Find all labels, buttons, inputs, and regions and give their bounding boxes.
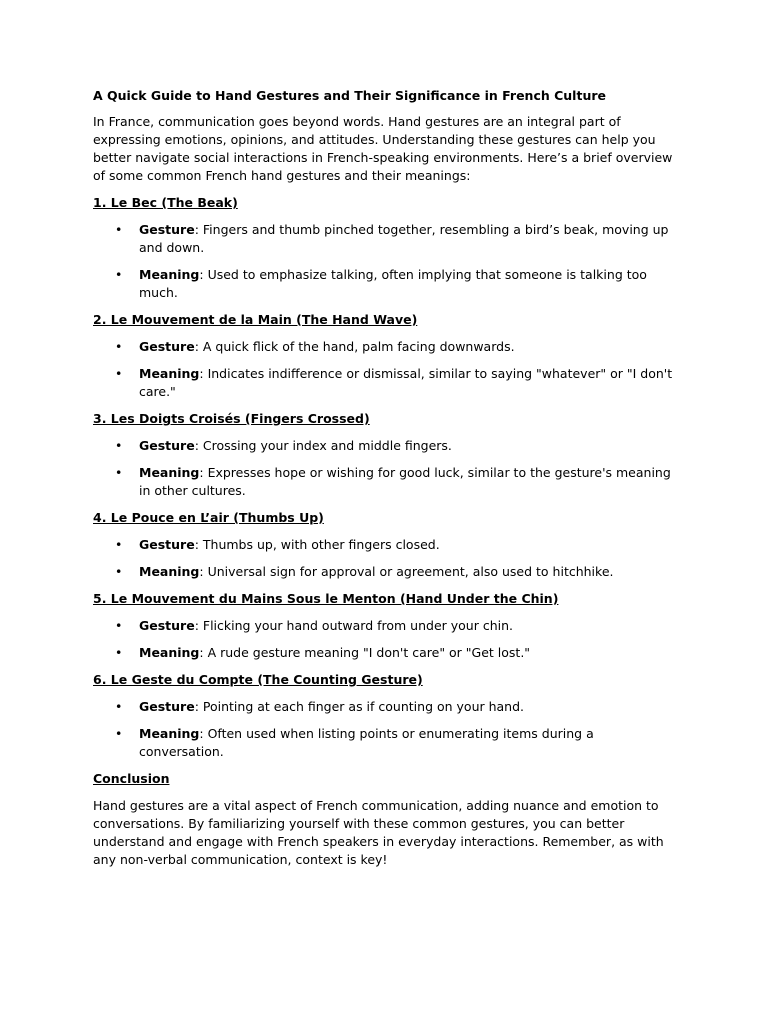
- meaning-description: : Used to emphasize talking, often implying that someone is talking too much.: [139, 267, 647, 300]
- list-item-meaning: [93, 266, 676, 302]
- bullet-icon: •: [115, 537, 123, 552]
- gesture-description: : Thumbs up, with other fingers closed.: [194, 537, 440, 552]
- list-item-gesture: [93, 698, 676, 716]
- list-item-meaning: [93, 725, 676, 761]
- meaning-term: Meaning: [139, 645, 200, 660]
- bullet-icon: •: [115, 645, 123, 660]
- bullet-icon: •: [115, 465, 123, 480]
- meaning-term: Meaning: [139, 465, 200, 480]
- list-item-meaning: [93, 644, 676, 662]
- bullet-icon: •: [115, 564, 123, 579]
- section-list-fingers-crossed: [93, 437, 676, 500]
- bullet-icon: •: [115, 726, 123, 741]
- list-item-gesture: [93, 221, 676, 257]
- gesture-description: : Fingers and thumb pinched together, resembling a bird’s beak, moving up and down.: [139, 222, 669, 255]
- gesture-description: : Crossing your index and middle fingers.: [194, 438, 452, 453]
- list-item-gesture: [93, 437, 676, 455]
- bullet-icon: •: [115, 366, 123, 381]
- conclusion-paragraph: Hand gestures are a vital aspect of French communication, adding nuance and emotion to conversations. By familiarizing yourself with these common gestures, you can better understand and engage with French speakers in everyday interactions. Remember, as with any non-verbal communication, context is key!: [93, 798, 664, 867]
- list-item-gesture: [93, 617, 676, 635]
- bullet-icon: •: [115, 438, 123, 453]
- list-item-meaning: [93, 365, 676, 401]
- meaning-term: Meaning: [139, 267, 200, 282]
- list-item-meaning: [93, 464, 676, 500]
- bullet-icon: •: [115, 618, 123, 633]
- gesture-description: : A quick flick of the hand, palm facing downwards.: [194, 339, 515, 354]
- bullet-icon: •: [115, 267, 123, 282]
- meaning-description: : A rude gesture meaning "I don't care" or "Get lost.": [199, 645, 531, 660]
- gesture-term: Gesture: [139, 339, 195, 354]
- gesture-description: : Flicking your hand outward from under your chin.: [194, 618, 514, 633]
- section-heading-fingers-crossed: 3. Les Doigts Croisés (Fingers Crossed): [93, 411, 370, 426]
- meaning-description: : Universal sign for approval or agreement, also used to hitchhike.: [199, 564, 614, 579]
- list-item-gesture: [93, 536, 676, 554]
- gesture-term: Gesture: [139, 618, 195, 633]
- document-title: A Quick Guide to Hand Gestures and Their Significance in French Culture: [93, 88, 606, 103]
- section-list-counting-gesture: [93, 698, 676, 761]
- section-heading-hand-under-chin: 5. Le Mouvement du Mains Sous le Menton (Hand Under the Chin): [93, 591, 559, 606]
- list-item-gesture: [93, 338, 676, 356]
- section-heading-le-bec: 1. Le Bec (The Beak): [93, 195, 238, 210]
- bullet-icon: •: [115, 222, 123, 237]
- section-list-thumbs-up: [93, 536, 676, 581]
- meaning-term: Meaning: [139, 564, 200, 579]
- conclusion-heading: Conclusion: [93, 771, 170, 786]
- meaning-description: : Often used when listing points or enumerating items during a conversation.: [139, 726, 594, 759]
- section-heading-counting-gesture: 6. Le Geste du Compte (The Counting Gesture): [93, 672, 423, 687]
- list-item-meaning: [93, 563, 676, 581]
- meaning-description: : Indicates indifference or dismissal, similar to saying "whatever" or "I don't care.": [139, 366, 673, 399]
- section-list-le-bec: [93, 221, 676, 302]
- bullet-icon: •: [115, 339, 123, 354]
- meaning-term: Meaning: [139, 366, 200, 381]
- meaning-term: Meaning: [139, 726, 200, 741]
- gesture-term: Gesture: [139, 537, 195, 552]
- bullet-icon: •: [115, 699, 123, 714]
- meaning-description: : Expresses hope or wishing for good luck, similar to the gesture's meaning in other cultures.: [139, 465, 671, 498]
- section-list-hand-under-chin: [93, 617, 676, 662]
- gesture-term: Gesture: [139, 438, 195, 453]
- section-list-hand-wave: [93, 338, 676, 401]
- intro-paragraph: In France, communication goes beyond words. Hand gestures are an integral part of expressing emotions, opinions, and attitudes. Understanding these gestures can help you better navigate social interactions in French-speaking environments. Here’s a brief overview of some common French hand gestures and their meanings:: [93, 114, 673, 183]
- gesture-term: Gesture: [139, 699, 195, 714]
- gesture-description: : Pointing at each finger as if counting on your hand.: [194, 699, 525, 714]
- section-heading-hand-wave: 2. Le Mouvement de la Main (The Hand Wave): [93, 312, 418, 327]
- gesture-term: Gesture: [139, 222, 195, 237]
- section-heading-thumbs-up: 4. Le Pouce en L’air (Thumbs Up): [93, 510, 324, 525]
